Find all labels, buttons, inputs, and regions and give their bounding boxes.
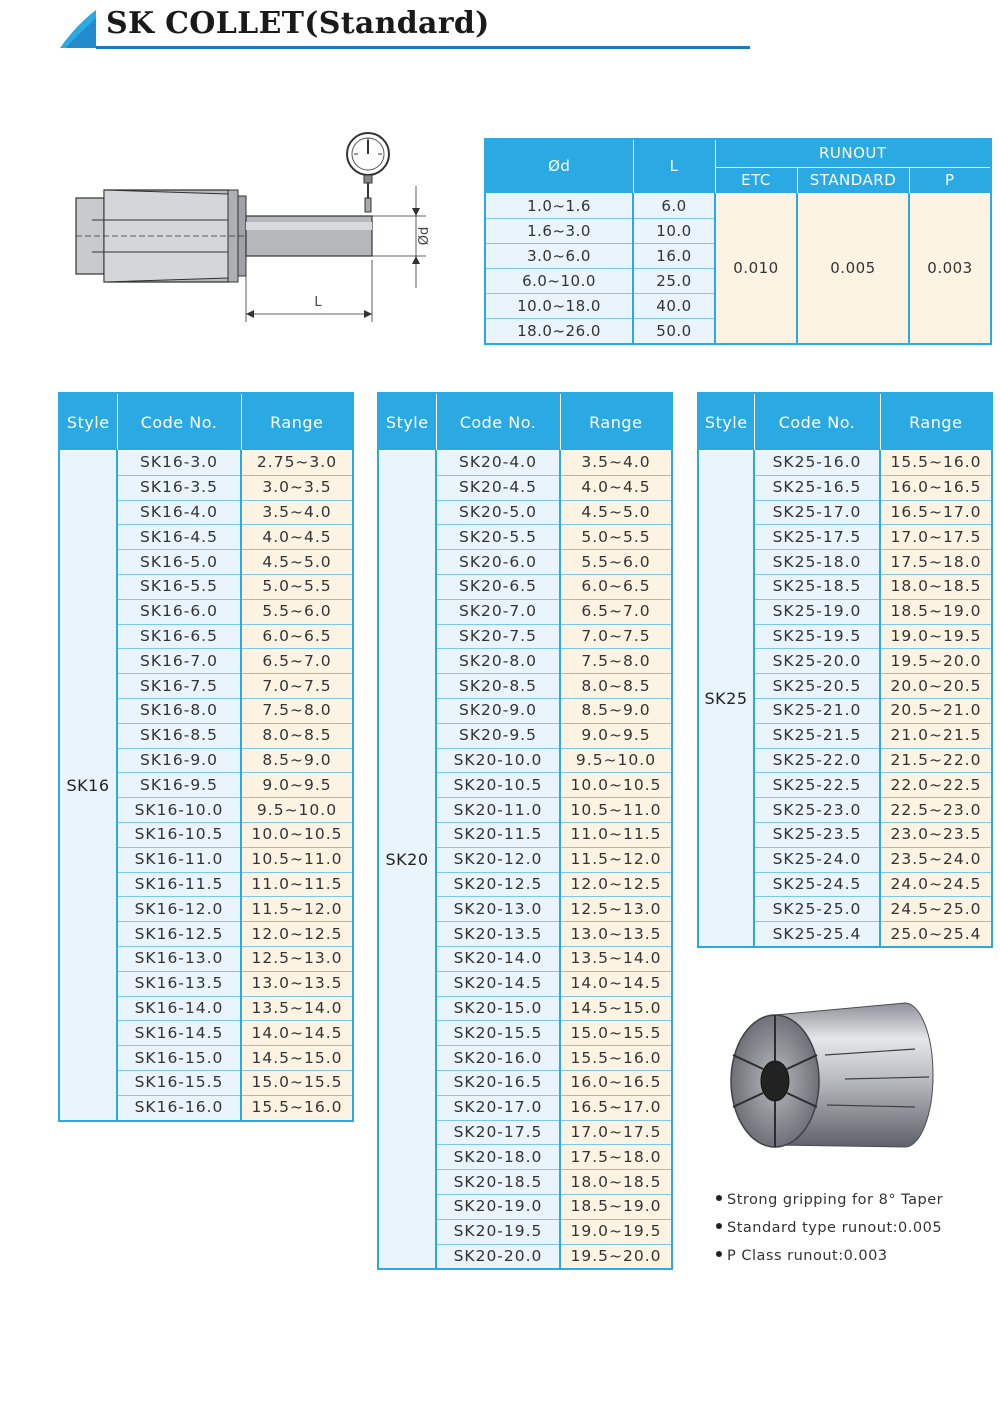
code-cell: SK25-18.5: [754, 574, 880, 599]
collet-table-sk20: [377, 392, 673, 1270]
code-cell: SK20-12.5: [436, 872, 560, 897]
range-cell: 20.5~21.0: [880, 698, 992, 723]
runout-length-cell: 16.0: [633, 243, 715, 268]
style-cell: SK20: [378, 451, 436, 1270]
code-cell: SK20-20.0: [436, 1244, 560, 1269]
range-cell: 14.0~14.5: [241, 1021, 353, 1046]
header-style: Style: [59, 393, 117, 451]
runout-diameter-cell: 1.0~1.6: [485, 193, 633, 218]
range-cell: 19.5~20.0: [560, 1244, 672, 1269]
range-cell: 5.0~5.5: [241, 574, 353, 599]
code-cell: SK16-10.0: [117, 798, 241, 823]
code-cell: SK16-11.0: [117, 847, 241, 872]
range-cell: 4.0~4.5: [241, 525, 353, 550]
collet-runout-diagram: [70, 128, 450, 328]
range-cell: 2.75~3.0: [241, 451, 353, 476]
dial-gauge-icon: [347, 133, 389, 212]
code-cell: SK16-5.0: [117, 550, 241, 575]
runout-length-cell: 6.0: [633, 193, 715, 218]
code-cell: SK16-7.5: [117, 674, 241, 699]
code-cell: SK20-4.0: [436, 451, 560, 476]
range-cell: 12.0~12.5: [241, 922, 353, 947]
runout-value-etc: 0.010: [715, 193, 797, 344]
code-cell: SK16-15.0: [117, 1046, 241, 1071]
code-cell: SK25-22.0: [754, 748, 880, 773]
code-cell: SK20-14.0: [436, 946, 560, 971]
page-header: [58, 4, 750, 50]
code-cell: SK20-14.5: [436, 971, 560, 996]
code-cell: SK20-5.0: [436, 500, 560, 525]
code-cell: SK20-17.0: [436, 1095, 560, 1120]
collet-row: [378, 451, 672, 476]
runout-value-p: 0.003: [909, 193, 991, 344]
header-code: Code No.: [117, 393, 241, 451]
runout-header-p: P: [909, 167, 991, 193]
code-cell: SK25-16.5: [754, 475, 880, 500]
code-cell: SK16-4.5: [117, 525, 241, 550]
code-cell: SK16-3.5: [117, 475, 241, 500]
code-cell: SK20-9.0: [436, 698, 560, 723]
code-cell: SK25-22.5: [754, 773, 880, 798]
header-range: Range: [241, 393, 353, 451]
code-cell: SK16-3.0: [117, 451, 241, 476]
range-cell: 15.5~16.0: [241, 1095, 353, 1120]
runout-table: [484, 138, 992, 345]
range-cell: 7.0~7.5: [560, 624, 672, 649]
range-cell: 15.0~15.5: [560, 1021, 672, 1046]
range-cell: 10.0~10.5: [241, 822, 353, 847]
range-cell: 3.5~4.0: [241, 500, 353, 525]
code-cell: SK25-16.0: [754, 451, 880, 476]
runout-header-standard: STANDARD: [797, 167, 909, 193]
code-cell: SK20-19.5: [436, 1219, 560, 1244]
code-cell: SK25-23.0: [754, 798, 880, 823]
range-cell: 7.5~8.0: [560, 649, 672, 674]
code-cell: SK16-7.0: [117, 649, 241, 674]
code-cell: SK20-4.5: [436, 475, 560, 500]
code-cell: SK20-10.0: [436, 748, 560, 773]
code-cell: SK25-24.5: [754, 872, 880, 897]
runout-length-cell: 50.0: [633, 318, 715, 344]
dimension-L-label: L: [314, 295, 322, 310]
header-range: Range: [880, 393, 992, 451]
range-cell: 18.5~19.0: [560, 1194, 672, 1219]
header-range: Range: [560, 393, 672, 451]
range-cell: 23.0~23.5: [880, 822, 992, 847]
code-cell: SK20-11.5: [436, 822, 560, 847]
code-cell: SK20-13.0: [436, 897, 560, 922]
code-cell: SK20-8.5: [436, 674, 560, 699]
code-cell: SK25-20.0: [754, 649, 880, 674]
range-cell: 16.0~16.5: [560, 1070, 672, 1095]
code-cell: SK20-5.5: [436, 525, 560, 550]
code-cell: SK16-8.5: [117, 723, 241, 748]
runout-header-d: Ød: [485, 139, 633, 193]
note-item: Standard type runout:0.005: [716, 1214, 943, 1242]
range-cell: 19.0~19.5: [560, 1219, 672, 1244]
bullet-icon: [716, 1195, 722, 1201]
code-cell: SK25-17.5: [754, 525, 880, 550]
range-cell: 14.5~15.0: [241, 1046, 353, 1071]
code-cell: SK25-18.0: [754, 550, 880, 575]
range-cell: 9.5~10.0: [560, 748, 672, 773]
code-cell: SK16-13.0: [117, 946, 241, 971]
code-cell: SK20-10.5: [436, 773, 560, 798]
range-cell: 5.5~6.0: [560, 550, 672, 575]
range-cell: 11.5~12.0: [241, 897, 353, 922]
range-cell: 24.5~25.0: [880, 897, 992, 922]
code-cell: SK20-7.0: [436, 599, 560, 624]
code-cell: SK20-6.5: [436, 574, 560, 599]
bullet-icon: [716, 1251, 722, 1257]
code-cell: SK16-6.5: [117, 624, 241, 649]
range-cell: 6.5~7.0: [560, 599, 672, 624]
code-cell: SK25-21.0: [754, 698, 880, 723]
code-cell: SK25-19.5: [754, 624, 880, 649]
range-cell: 19.0~19.5: [880, 624, 992, 649]
range-cell: 6.0~6.5: [241, 624, 353, 649]
code-cell: SK20-8.0: [436, 649, 560, 674]
code-cell: SK25-25.0: [754, 897, 880, 922]
code-cell: SK20-15.0: [436, 996, 560, 1021]
page-title: SK COLLET(Standard): [106, 6, 490, 41]
range-cell: 22.5~23.0: [880, 798, 992, 823]
code-cell: SK16-14.5: [117, 1021, 241, 1046]
range-cell: 23.5~24.0: [880, 847, 992, 872]
code-cell: SK20-12.0: [436, 847, 560, 872]
bullet-icon: [716, 1223, 722, 1229]
code-cell: SK25-25.4: [754, 922, 880, 947]
collet-row: [698, 451, 992, 476]
code-cell: SK20-19.0: [436, 1194, 560, 1219]
title-logo-mark-icon: [58, 8, 98, 50]
note-item: P Class runout:0.003: [716, 1242, 943, 1270]
range-cell: 6.5~7.0: [241, 649, 353, 674]
range-cell: 17.5~18.0: [560, 1145, 672, 1170]
header-code: Code No.: [754, 393, 880, 451]
code-cell: SK16-5.5: [117, 574, 241, 599]
range-cell: 4.0~4.5: [560, 475, 672, 500]
code-cell: SK20-16.0: [436, 1046, 560, 1071]
header-style: Style: [698, 393, 754, 451]
code-cell: SK16-12.0: [117, 897, 241, 922]
range-cell: 8.5~9.0: [241, 748, 353, 773]
range-cell: 21.5~22.0: [880, 748, 992, 773]
code-cell: SK20-18.5: [436, 1170, 560, 1195]
code-cell: SK16-14.0: [117, 996, 241, 1021]
range-cell: 7.0~7.5: [241, 674, 353, 699]
collet-table-sk25: [697, 392, 993, 948]
range-cell: 17.0~17.5: [880, 525, 992, 550]
collet-table-sk16: [58, 392, 354, 1122]
dimension-d-label: Ød: [417, 226, 432, 246]
range-cell: 8.0~8.5: [560, 674, 672, 699]
range-cell: 20.0~20.5: [880, 674, 992, 699]
runout-header-etc: ETC: [715, 167, 797, 193]
code-cell: SK20-6.0: [436, 550, 560, 575]
range-cell: 6.0~6.5: [560, 574, 672, 599]
range-cell: 13.5~14.0: [560, 946, 672, 971]
range-cell: 11.0~11.5: [560, 822, 672, 847]
runout-diameter-cell: 18.0~26.0: [485, 318, 633, 344]
runout-diameter-cell: 10.0~18.0: [485, 293, 633, 318]
range-cell: 19.5~20.0: [880, 649, 992, 674]
range-cell: 16.5~17.0: [880, 500, 992, 525]
code-cell: SK16-4.0: [117, 500, 241, 525]
range-cell: 12.0~12.5: [560, 872, 672, 897]
code-cell: SK20-9.5: [436, 723, 560, 748]
range-cell: 7.5~8.0: [241, 698, 353, 723]
feature-notes: [716, 1186, 943, 1270]
code-cell: SK20-7.5: [436, 624, 560, 649]
range-cell: 15.0~15.5: [241, 1070, 353, 1095]
range-cell: 13.0~13.5: [241, 971, 353, 996]
code-cell: SK20-17.5: [436, 1120, 560, 1145]
collet-body-icon: [76, 190, 372, 282]
range-cell: 16.5~17.0: [560, 1095, 672, 1120]
range-cell: 9.0~9.5: [560, 723, 672, 748]
range-cell: 16.0~16.5: [880, 475, 992, 500]
runout-diameter-cell: 1.6~3.0: [485, 218, 633, 243]
runout-length-cell: 40.0: [633, 293, 715, 318]
range-cell: 18.0~18.5: [560, 1170, 672, 1195]
code-cell: SK20-15.5: [436, 1021, 560, 1046]
range-cell: 14.0~14.5: [560, 971, 672, 996]
header-style: Style: [378, 393, 436, 451]
code-cell: SK16-12.5: [117, 922, 241, 947]
range-cell: 22.0~22.5: [880, 773, 992, 798]
range-cell: 3.5~4.0: [560, 451, 672, 476]
code-cell: SK16-13.5: [117, 971, 241, 996]
code-cell: SK25-21.5: [754, 723, 880, 748]
runout-length-cell: 10.0: [633, 218, 715, 243]
code-cell: SK16-11.5: [117, 872, 241, 897]
range-cell: 13.0~13.5: [560, 922, 672, 947]
range-cell: 15.5~16.0: [560, 1046, 672, 1071]
range-cell: 10.5~11.0: [241, 847, 353, 872]
range-cell: 18.5~19.0: [880, 599, 992, 624]
range-cell: 15.5~16.0: [880, 451, 992, 476]
note-item: Strong gripping for 8° Taper: [716, 1186, 943, 1214]
range-cell: 8.0~8.5: [241, 723, 353, 748]
runout-diameter-cell: 3.0~6.0: [485, 243, 633, 268]
runout-length-cell: 25.0: [633, 268, 715, 293]
range-cell: 25.0~25.4: [880, 922, 992, 947]
range-cell: 4.5~5.0: [241, 550, 353, 575]
range-cell: 5.5~6.0: [241, 599, 353, 624]
code-cell: SK16-6.0: [117, 599, 241, 624]
range-cell: 3.0~3.5: [241, 475, 353, 500]
code-cell: SK16-8.0: [117, 698, 241, 723]
style-cell: SK25: [698, 451, 754, 947]
range-cell: 8.5~9.0: [560, 698, 672, 723]
range-cell: 4.5~5.0: [560, 500, 672, 525]
code-cell: SK20-11.0: [436, 798, 560, 823]
runout-value-standard: 0.005: [797, 193, 909, 344]
range-cell: 10.5~11.0: [560, 798, 672, 823]
range-cell: 12.5~13.0: [241, 946, 353, 971]
range-cell: 17.0~17.5: [560, 1120, 672, 1145]
range-cell: 9.5~10.0: [241, 798, 353, 823]
range-cell: 18.0~18.5: [880, 574, 992, 599]
code-cell: SK25-24.0: [754, 847, 880, 872]
code-cell: SK16-15.5: [117, 1070, 241, 1095]
style-cell: SK16: [59, 451, 117, 1121]
range-cell: 5.0~5.5: [560, 525, 672, 550]
runout-row: [485, 193, 991, 218]
code-cell: SK20-18.0: [436, 1145, 560, 1170]
code-cell: SK25-17.0: [754, 500, 880, 525]
range-cell: 12.5~13.0: [560, 897, 672, 922]
code-cell: SK16-10.5: [117, 822, 241, 847]
collet-product-image: [715, 995, 955, 1175]
runout-header-l: L: [633, 139, 715, 193]
code-cell: SK25-19.0: [754, 599, 880, 624]
range-cell: 11.0~11.5: [241, 872, 353, 897]
range-cell: 9.0~9.5: [241, 773, 353, 798]
code-cell: SK20-13.5: [436, 922, 560, 947]
range-cell: 10.0~10.5: [560, 773, 672, 798]
code-cell: SK16-16.0: [117, 1095, 241, 1120]
code-cell: SK16-9.5: [117, 773, 241, 798]
header-code: Code No.: [436, 393, 560, 451]
collet-row: [59, 451, 353, 476]
code-cell: SK16-9.0: [117, 748, 241, 773]
range-cell: 11.5~12.0: [560, 847, 672, 872]
range-cell: 21.0~21.5: [880, 723, 992, 748]
title-underline: [96, 46, 750, 49]
code-cell: SK25-20.5: [754, 674, 880, 699]
range-cell: 14.5~15.0: [560, 996, 672, 1021]
runout-diameter-cell: 6.0~10.0: [485, 268, 633, 293]
range-cell: 17.5~18.0: [880, 550, 992, 575]
range-cell: 13.5~14.0: [241, 996, 353, 1021]
range-cell: 24.0~24.5: [880, 872, 992, 897]
code-cell: SK20-16.5: [436, 1070, 560, 1095]
runout-header-runout: RUNOUT: [715, 139, 991, 167]
code-cell: SK25-23.5: [754, 822, 880, 847]
